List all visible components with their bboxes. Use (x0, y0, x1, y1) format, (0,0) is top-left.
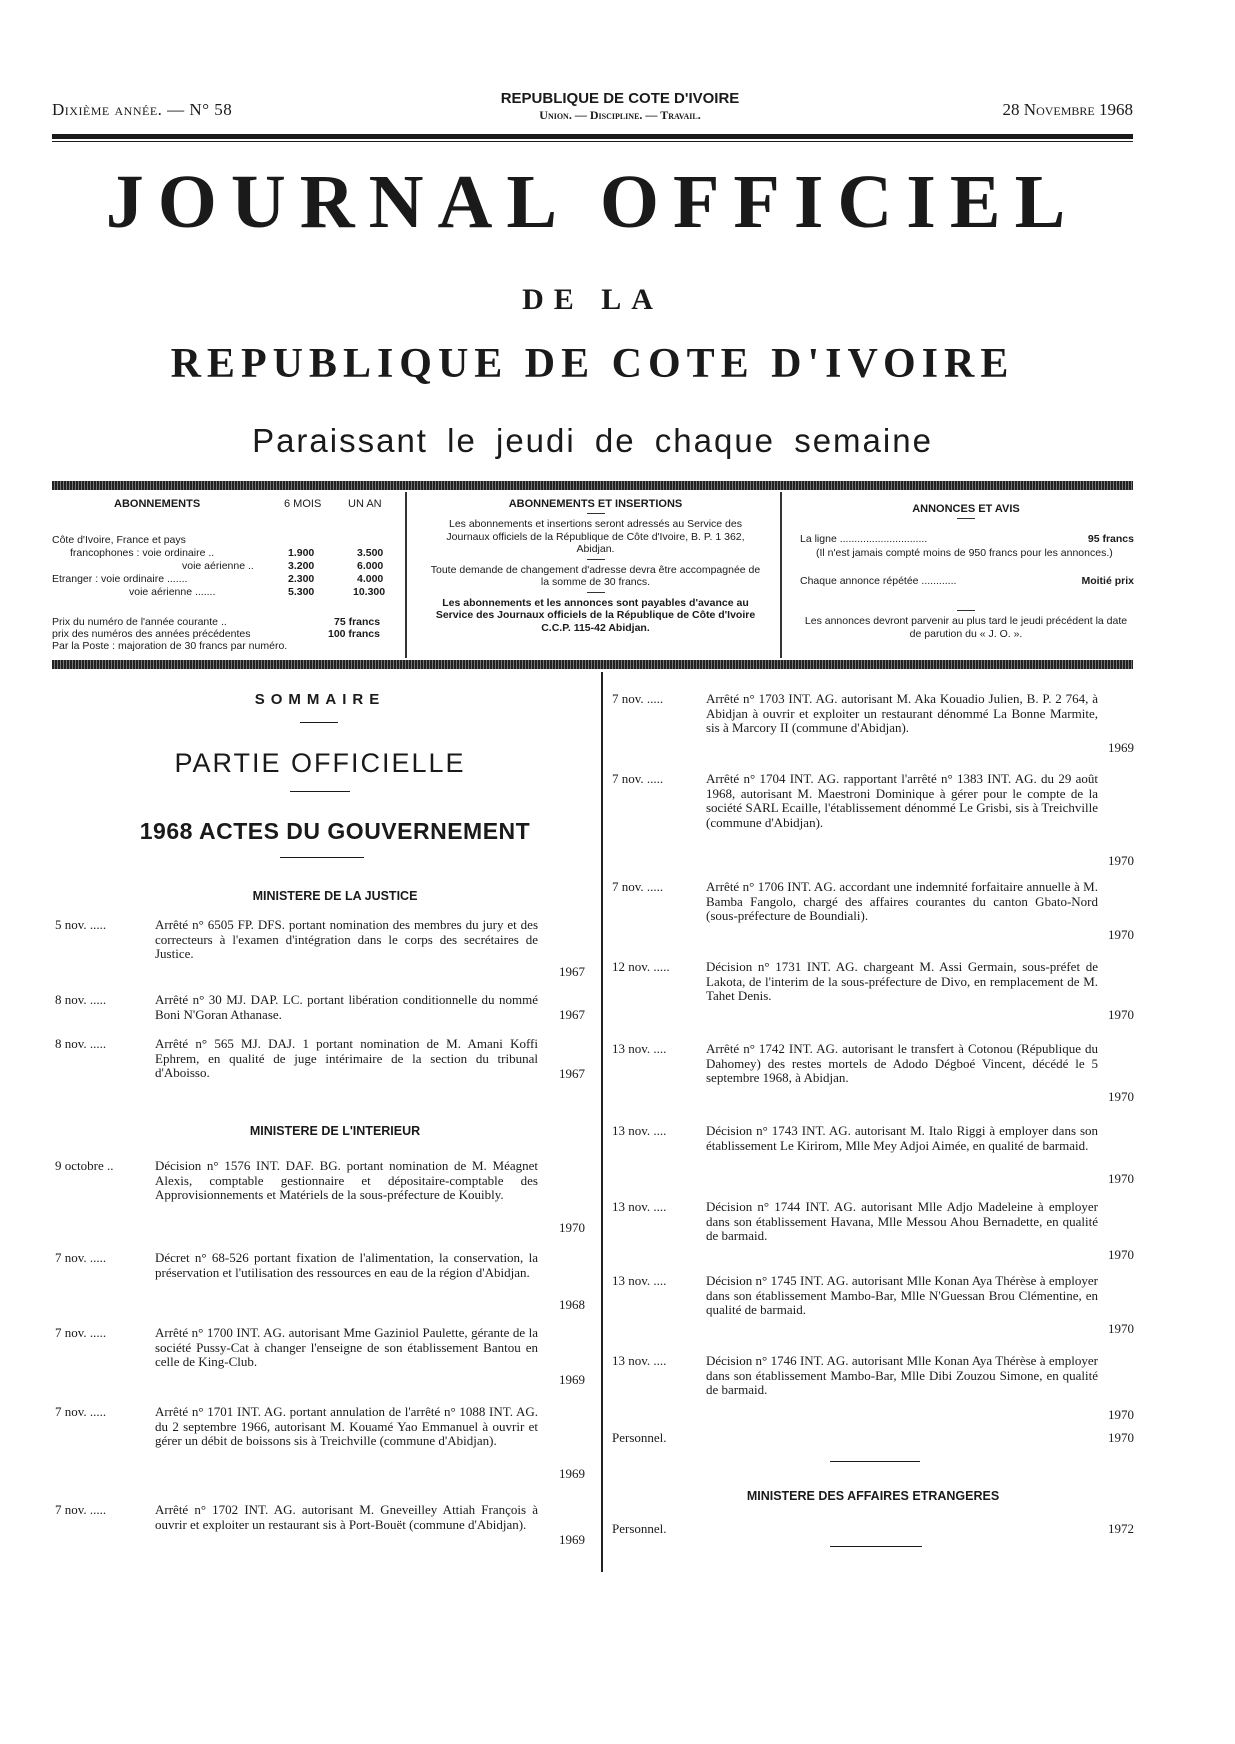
prix-anciens: prix des numéros des années précédentes (52, 628, 251, 640)
section-affaires-etrangeres: MINISTERE DES AFFAIRES ETRANGERES (746, 1489, 1000, 1503)
header-motto: Union. — Discipline. — Travail. (539, 108, 701, 122)
tariff-1y-3: 6.000 (357, 560, 384, 572)
masthead-republic: REPUBLIQUE DE COTE D'IVOIRE (170, 341, 1015, 387)
tariff-row-4: Etranger : voie ordinaire ....... (52, 573, 188, 585)
section-interieur: MINISTERE DE L'INTERIEUR (249, 1124, 421, 1138)
insertions-p3: Les abonnements et les annonces sont payables d'avance au Service des Journaux officiels de la République de Côte d'Ivoire C.C.P. 115-42 Abidjan. (435, 596, 756, 634)
list-item: 12 nov. ..... Décision n° 1731 INT. AG. chargeant M. Assi Germain, sous-préfet de Lakota, de l'interim de la sous-préfecture de Divo, en remplacement de M. Tahet Denis. 1970 (612, 959, 1134, 1022)
tariff-row-5: voie aérienne ....... (129, 586, 216, 598)
prix-poste: Par la Poste : majoration de 30 francs par numéro. (52, 640, 288, 652)
issue-number: Dixième année. — N° 58 (52, 100, 233, 119)
tariff-row-1: Côte d'Ivoire, France et pays (52, 534, 186, 546)
personnel-interieur: Personnel. 1970 (612, 1430, 1134, 1445)
abonnements-box (52, 498, 397, 652)
insertions-heading: ABONNEMENTS ET INSERTIONS (508, 498, 683, 510)
list-item: 13 nov. .... Décision n° 1745 INT. AG. autorisant Mlle Konan Aya Thérèse à employer dans son établissement Mambo-Bar, Mlle N'Guessan Brou Clémentine, en qualité de barmaid. 1970 (612, 1273, 1134, 1336)
tariff-1y-2: 3.500 (357, 547, 384, 559)
annonces-ligne: La ligne .............................. (800, 533, 928, 545)
issue-date: 28 Novembre 1968 (1002, 100, 1133, 119)
personnel-affaires: Personnel. 1972 (612, 1521, 1134, 1536)
tariff-row-2: francophones : voie ordinaire .. (70, 547, 215, 559)
masthead-title: JOURNAL OFFICIEL (105, 160, 1080, 244)
partie-officielle: PARTIE OFFICIELLE (174, 748, 466, 778)
list-item: 8 nov. ..... Arrêté n° 30 MJ. DAP. LC. portant libération conditionnelle du nommé Boni N'Goran Athanase. 1967 (55, 992, 585, 1022)
tariff-1y-5: 10.300 (353, 586, 386, 598)
prix-anciens-val: 100 francs (328, 628, 380, 640)
right-rule-2 (830, 1546, 922, 1547)
annonces-note: (Il n'est jamais compté moins de 950 francs pour les annonces.) (816, 547, 1113, 559)
annonces-heading: ANNONCES ET AVIS (912, 503, 1020, 515)
masthead-de-la: DE LA (522, 283, 663, 316)
column-divider (601, 672, 603, 1572)
list-item: 5 nov. ..... Arrêté n° 6505 FP. DFS. portant nomination des membres du jury et des correcteurs à l'examen d'intégration dans le corps des secrétaires de Justice. 1967 (55, 917, 585, 979)
insertions-p2: Toute demande de changement d'adresse devra être accompagnée de la somme de 30 francs. (430, 563, 761, 588)
tariff-6m-5: 5.300 (288, 586, 315, 598)
box-divider-2 (780, 492, 782, 658)
tariff-6m-3: 3.200 (288, 560, 315, 572)
tariff-6m-2: 1.900 (288, 547, 315, 559)
list-item: 13 nov. .... Décision n° 1744 INT. AG. autorisant Mlle Adjo Madeleine à employer dans son établissement Havana, Mlle Messou Ahou Bernadette, en qualité de barmaid. 1970 (612, 1199, 1134, 1262)
insertions-box (428, 498, 763, 634)
header-rule-thin (52, 141, 1133, 142)
list-item: 7 nov. ..... Arrêté n° 1706 INT. AG. accordant une indemnité forfaitaire annuelle à M. Bamba Fangolo, chargé des affaires courantes du canton Gbato-Nord (sous-préfecture de Boundiali). 1970 (612, 879, 1134, 942)
prix-courant: Prix du numéro de l'année courante .. (52, 616, 227, 628)
masthead-tagline: Paraissant le jeudi de chaque semaine (252, 422, 933, 459)
section-justice: MINISTERE DE LA JUSTICE (252, 889, 418, 903)
list-item: 7 nov. ..... Arrêté n° 1703 INT. AG. autorisant M. Aka Kouadio Julien, B. P. 2 764, à Abidjan à ouvrir et exploiter un restaurant dénommé La Bonne Marmite, sis à Marcory II (commune d'Abidjan). 1969 (612, 691, 1134, 755)
list-item: 7 nov. ..... Arrêté n° 1702 INT. AG. autorisant M. Gneveilley Attiah François à ouvrir et exploiter un restaurant sis à Port-Bouët (commune d'Abidjan). 1969 (55, 1502, 585, 1547)
header-republic: REPUBLIQUE DE COTE D'IVOIRE (500, 90, 740, 107)
sommaire-title: SOMMAIRE (254, 691, 386, 708)
list-item: 7 nov. ..... Arrêté n° 1701 INT. AG. portant annulation de l'arrêté n° 1088 INT. AG. du 2 septembre 1966, autorisant M. Kouamé Yao Emmanuel à ouvrir et gérer un débit de boissons sis à Treichville (commune d'Abidjan). 1969 (55, 1404, 585, 1481)
annonces-repetee-val: Moitié prix (1081, 575, 1134, 587)
list-item: 13 nov. .... Décision n° 1746 INT. AG. autorisant Mlle Konan Aya Thérèse à employer dans son établissement Mambo-Bar, Mlle Dibi Zouzou Simone, en qualité de barmaid. 1970 (612, 1353, 1134, 1422)
partie-rule (290, 791, 350, 792)
list-item: 7 nov. ..... Arrêté n° 1700 INT. AG. autorisant Mme Gaziniol Paulette, gérante de la société Pussy-Cat à changer l'enseigne de son établissement Bantou en celle de King-Club. 1969 (55, 1325, 585, 1387)
sommaire-rule (300, 722, 338, 723)
list-item: 13 nov. .... Décision n° 1743 INT. AG. autorisant M. Italo Riggi à employer dans son établissement Le Kirirom, Mlle Mey Adjoi Aimée, en qualité de barmaid. 1970 (612, 1123, 1134, 1186)
annonces-box (798, 503, 1134, 640)
tariff-row-3: voie aérienne .. (182, 560, 254, 572)
list-item: 13 nov. .... Arrêté n° 1742 INT. AG. autorisant le transfert à Cotonou (République du Dahomey) des restes mortels de Adodo Dégboé Vincent, décédé le 5 septembre 1968, à Abidjan. 1970 (612, 1041, 1134, 1104)
insertions-p1: Les abonnements et insertions seront adressés au Service des Journaux officiels de la République de Côte d'Ivoire, B. P. 1 362, Abidjan. (446, 518, 745, 555)
actes-rule (280, 857, 364, 858)
list-item: 8 nov. ..... Arrêté n° 565 MJ. DAJ. 1 portant nomination de M. Amani Koffi Ephrem, en qualité de juge intérimaire de la section du tribunal d'Aboisso. 1967 (55, 1036, 585, 1081)
list-item: 7 nov. ..... Arrêté n° 1704 INT. AG. rapportant l'arrêté n° 1383 INT. AG. du 29 août 1968, autorisant M. Maestroni Dominique à gérer pour le compte de la société SARL Ecaille, l'établissement dénommé Le Grisbi, sis à Treichville (commune d'Abidjan). 1970 (612, 771, 1134, 868)
col-6-mois: 6 MOIS (284, 498, 322, 510)
annonces-deadline: Les annonces devront parvenir au plus tard le jeudi précédent la date de parution du « J. O. ». (804, 615, 1128, 640)
abonnements-heading: ABONNEMENTS (114, 498, 201, 510)
list-item: 7 nov. ..... Décret n° 68-526 portant fixation de l'alimentation, la conservation, la préservation et l'utilisation des ressources en eau de la région d'Abidjan. 1968 (55, 1250, 585, 1312)
tariff-6m-4: 2.300 (288, 573, 315, 585)
col-un-an: UN AN (348, 498, 382, 510)
annonces-ligne-val: 95 francs (1087, 533, 1134, 545)
box-top-hatch (52, 481, 1133, 490)
box-bottom-hatch (52, 660, 1133, 669)
list-item: 9 octobre .. Décision n° 1576 INT. DAF. BG. portant nomination de M. Méagnet Alexis, comptable gestionnaire et dépositaire-comptable des Approvisionnements et Matériels de la sous-préfecture de Kouibly. 1970 (55, 1158, 585, 1235)
right-rule-1 (830, 1461, 920, 1462)
header-rule-thick (52, 134, 1133, 139)
actes-heading: 1968 ACTES DU GOUVERNEMENT (139, 818, 531, 844)
box-divider-1 (405, 492, 407, 658)
tariff-1y-4: 4.000 (357, 573, 384, 585)
prix-courant-val: 75 francs (334, 616, 381, 628)
annonces-repetee: Chaque annonce répétée ............ (800, 575, 957, 587)
